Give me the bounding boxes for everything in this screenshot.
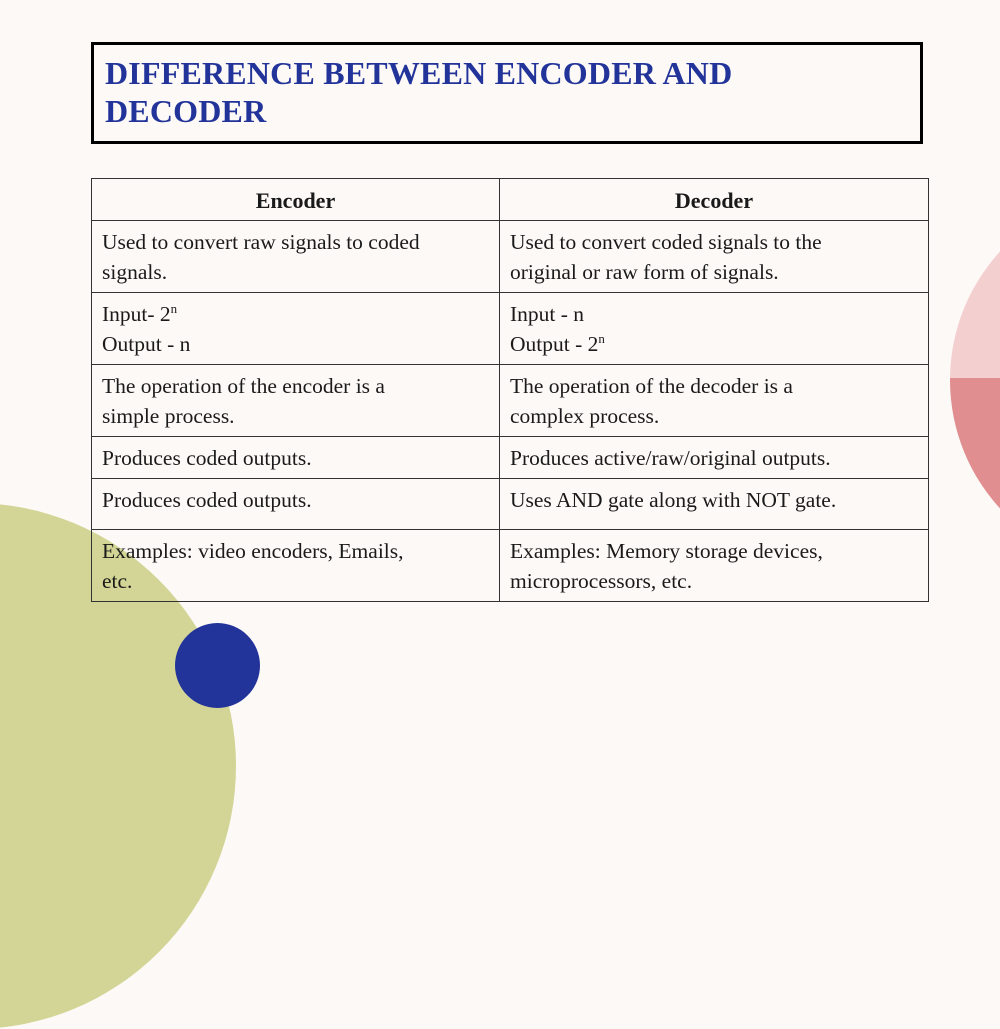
cell-line: The operation of the decoder is a <box>510 374 793 398</box>
encoder-output-line: Output - n <box>102 332 191 356</box>
encoder-cell <box>92 293 500 365</box>
decoder-output-superscript: n <box>598 331 605 346</box>
decoder-cell <box>500 221 929 293</box>
cell-line: Produces active/raw/original outputs. <box>510 446 831 470</box>
header-decoder: Decoder <box>500 179 929 221</box>
cell-line: microprocessors, etc. <box>510 569 693 593</box>
comparison-table <box>91 178 929 602</box>
encoder-cell <box>92 479 500 530</box>
encoder-cell <box>92 437 500 479</box>
blue-decorative-dot <box>175 623 260 708</box>
cell-line: simple process. <box>102 404 235 428</box>
header-encoder: Encoder <box>92 179 500 221</box>
cell-line: Used to convert coded signals to the <box>510 230 822 254</box>
decoder-cell <box>500 293 929 365</box>
cell-line: Produces coded outputs. <box>102 446 312 470</box>
encoder-cell <box>92 530 500 602</box>
title-box <box>91 42 923 144</box>
cell-line: etc. <box>102 569 133 593</box>
encoder-input-superscript: n <box>170 301 178 316</box>
encoder-cell <box>92 365 500 437</box>
decoder-cell <box>500 479 929 530</box>
cell-line: Used to convert raw signals to coded <box>102 230 420 254</box>
cell-line: signals. <box>102 260 168 284</box>
encoder-input-line <box>102 299 491 329</box>
table-row <box>92 530 929 602</box>
cell-line: Examples: Memory storage devices, <box>510 539 823 563</box>
decoder-cell <box>500 365 929 437</box>
cell-line: original or raw form of signals. <box>510 260 779 284</box>
table-header-row <box>92 179 929 221</box>
cell-line: The operation of the encoder is a <box>102 374 385 398</box>
decoder-cell <box>500 530 929 602</box>
slide-title <box>105 54 805 130</box>
decoder-output-line <box>510 329 920 359</box>
decoder-input-line: Input - n <box>510 302 585 326</box>
decoder-output-text: Output - 2 <box>510 332 599 356</box>
slide-title-line-1: DIFFERENCE BETWEEN ENCODER AND <box>105 55 733 91</box>
cell-line: Examples: video encoders, Emails, <box>102 539 404 563</box>
encoder-cell <box>92 221 500 293</box>
cell-line: Uses AND gate along with NOT gate. <box>510 488 837 512</box>
pink-decorative-circle <box>950 190 1000 570</box>
table-row <box>92 479 929 530</box>
encoder-input-text: Input- 2 <box>102 302 171 326</box>
slide-title-line-2: DECODER <box>105 93 267 129</box>
cell-line: Produces coded outputs. <box>102 488 312 512</box>
table-row <box>92 365 929 437</box>
decoder-cell <box>500 437 929 479</box>
table-row <box>92 221 929 293</box>
table-row <box>92 437 929 479</box>
cell-line: complex process. <box>510 404 660 428</box>
table-row <box>92 293 929 365</box>
